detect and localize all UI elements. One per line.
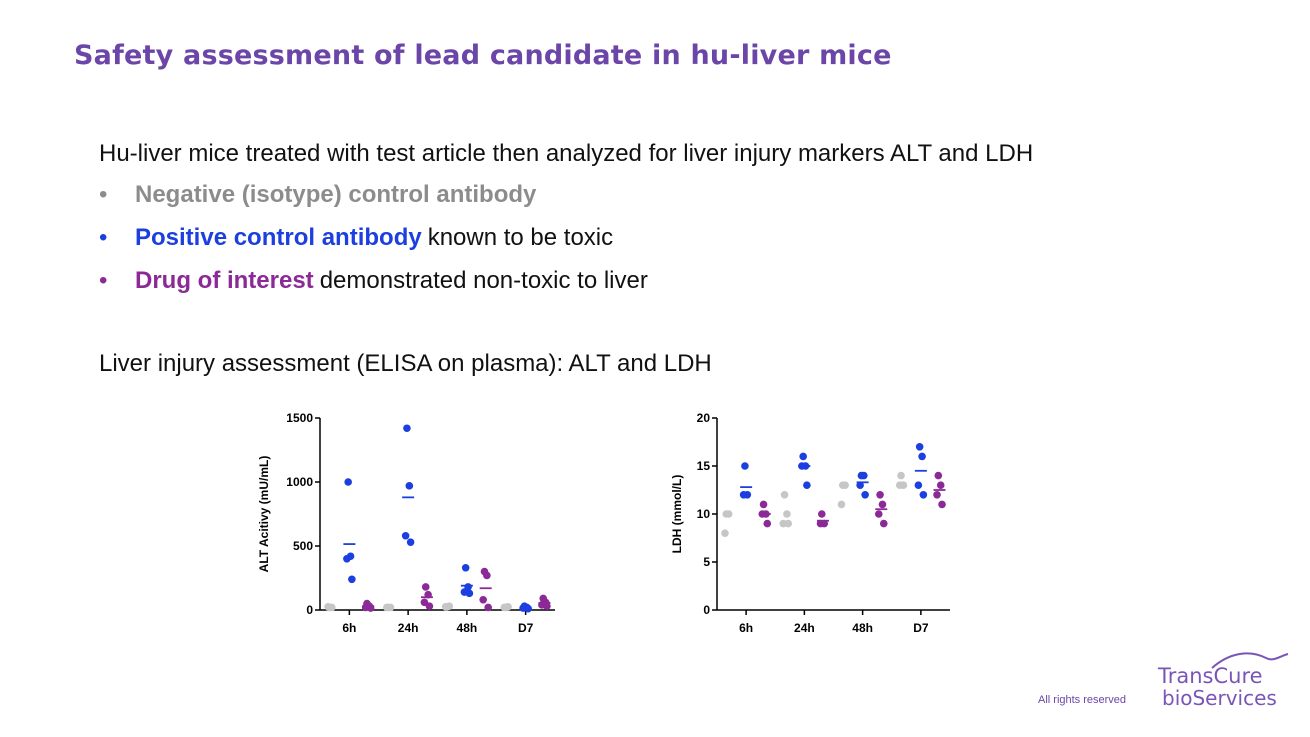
data-point xyxy=(784,520,792,528)
data-point xyxy=(838,501,846,509)
alt-chart xyxy=(250,400,570,650)
bullet-item-positive xyxy=(99,223,648,266)
data-point xyxy=(725,510,733,518)
bullet-dot: • xyxy=(99,267,108,294)
y-tick-label: 1500 xyxy=(286,411,313,425)
y-tick-label: 15 xyxy=(696,459,710,473)
data-point xyxy=(524,605,532,613)
data-point xyxy=(935,472,943,480)
data-point xyxy=(763,520,771,528)
y-tick-label: 10 xyxy=(696,507,710,521)
y-tick-label: 5 xyxy=(703,555,710,569)
data-point xyxy=(466,590,474,598)
data-point xyxy=(920,491,928,499)
company-logo xyxy=(1150,648,1290,710)
data-point xyxy=(403,424,411,432)
data-point xyxy=(783,510,791,518)
data-point xyxy=(875,510,883,518)
bullet-list xyxy=(99,180,648,309)
y-tick-label: 1000 xyxy=(286,475,313,489)
x-tick-label: 24h xyxy=(794,621,815,635)
bullet-highlight: Negative (isotype) control antibody xyxy=(135,181,537,208)
x-tick-label: D7 xyxy=(913,621,929,635)
y-axis-label: ALT Acitivy (mU/mL) xyxy=(257,455,271,573)
data-point xyxy=(383,604,391,612)
data-point xyxy=(483,572,491,580)
data-point xyxy=(876,491,884,499)
data-point xyxy=(799,453,807,461)
bullet-highlight: Positive control antibody xyxy=(135,224,422,251)
data-point xyxy=(918,453,926,461)
rights-text: All rights reserved xyxy=(1038,694,1127,706)
data-point xyxy=(880,520,888,528)
y-tick-label: 20 xyxy=(696,411,710,425)
data-point xyxy=(442,603,450,611)
data-point xyxy=(818,510,826,518)
slide-title: Safety assessment of lead candidate in hu-liver mice xyxy=(74,40,892,71)
data-point xyxy=(402,532,410,540)
bullet-item-drug xyxy=(99,266,648,309)
ldh-chart xyxy=(665,400,965,650)
logo-line1: TransCure xyxy=(1158,664,1263,688)
data-point xyxy=(879,501,887,509)
data-point xyxy=(861,491,869,499)
data-point xyxy=(740,491,748,499)
x-tick-label: 48h xyxy=(456,621,478,635)
x-tick-label: 6h xyxy=(342,621,357,635)
data-point xyxy=(407,538,415,546)
x-tick-label: 24h xyxy=(397,621,419,635)
intro-text: Hu-liver mice treated with test article then analyzed for liver injury markers ALT and LDH xyxy=(99,140,1034,167)
bullet-rest: known to be toxic xyxy=(427,224,614,251)
data-point xyxy=(484,604,492,612)
data-point xyxy=(501,604,509,612)
data-point xyxy=(348,575,356,583)
data-point xyxy=(803,481,811,489)
y-tick-label: 0 xyxy=(306,603,313,617)
data-point xyxy=(479,596,487,604)
y-tick-label: 500 xyxy=(292,539,313,553)
bullet-rest: demonstrated non-toxic to liver xyxy=(319,267,648,294)
data-point xyxy=(741,462,749,470)
data-point xyxy=(860,472,868,480)
data-point xyxy=(916,443,924,451)
data-point xyxy=(915,481,923,489)
bullet-dot: • xyxy=(99,224,108,251)
data-point xyxy=(343,555,351,563)
data-point xyxy=(897,472,905,480)
data-point xyxy=(721,529,729,537)
x-tick-label: 48h xyxy=(852,621,873,635)
data-point xyxy=(324,603,332,611)
data-point xyxy=(426,602,434,610)
data-point xyxy=(938,501,946,509)
x-tick-label: 6h xyxy=(739,621,754,635)
data-point xyxy=(841,481,849,489)
bullet-dot: • xyxy=(99,181,108,208)
bullet-highlight: Drug of interest xyxy=(135,267,314,294)
data-point xyxy=(760,501,768,509)
data-point xyxy=(896,481,904,489)
logo-line2: bioServices xyxy=(1162,686,1277,710)
data-point xyxy=(406,482,414,490)
data-point xyxy=(462,564,470,572)
data-point xyxy=(933,491,941,499)
x-tick-label: D7 xyxy=(517,621,534,635)
data-point xyxy=(937,481,945,489)
data-point xyxy=(422,583,430,591)
bullet-item-negative xyxy=(99,180,648,223)
y-tick-label: 0 xyxy=(703,603,710,617)
data-point xyxy=(781,491,789,499)
assessment-heading: Liver injury assessment (ELISA on plasma): ALT and LDH xyxy=(99,350,712,377)
y-axis-label: LDH (mmol/L) xyxy=(670,474,684,554)
data-point xyxy=(344,478,352,486)
